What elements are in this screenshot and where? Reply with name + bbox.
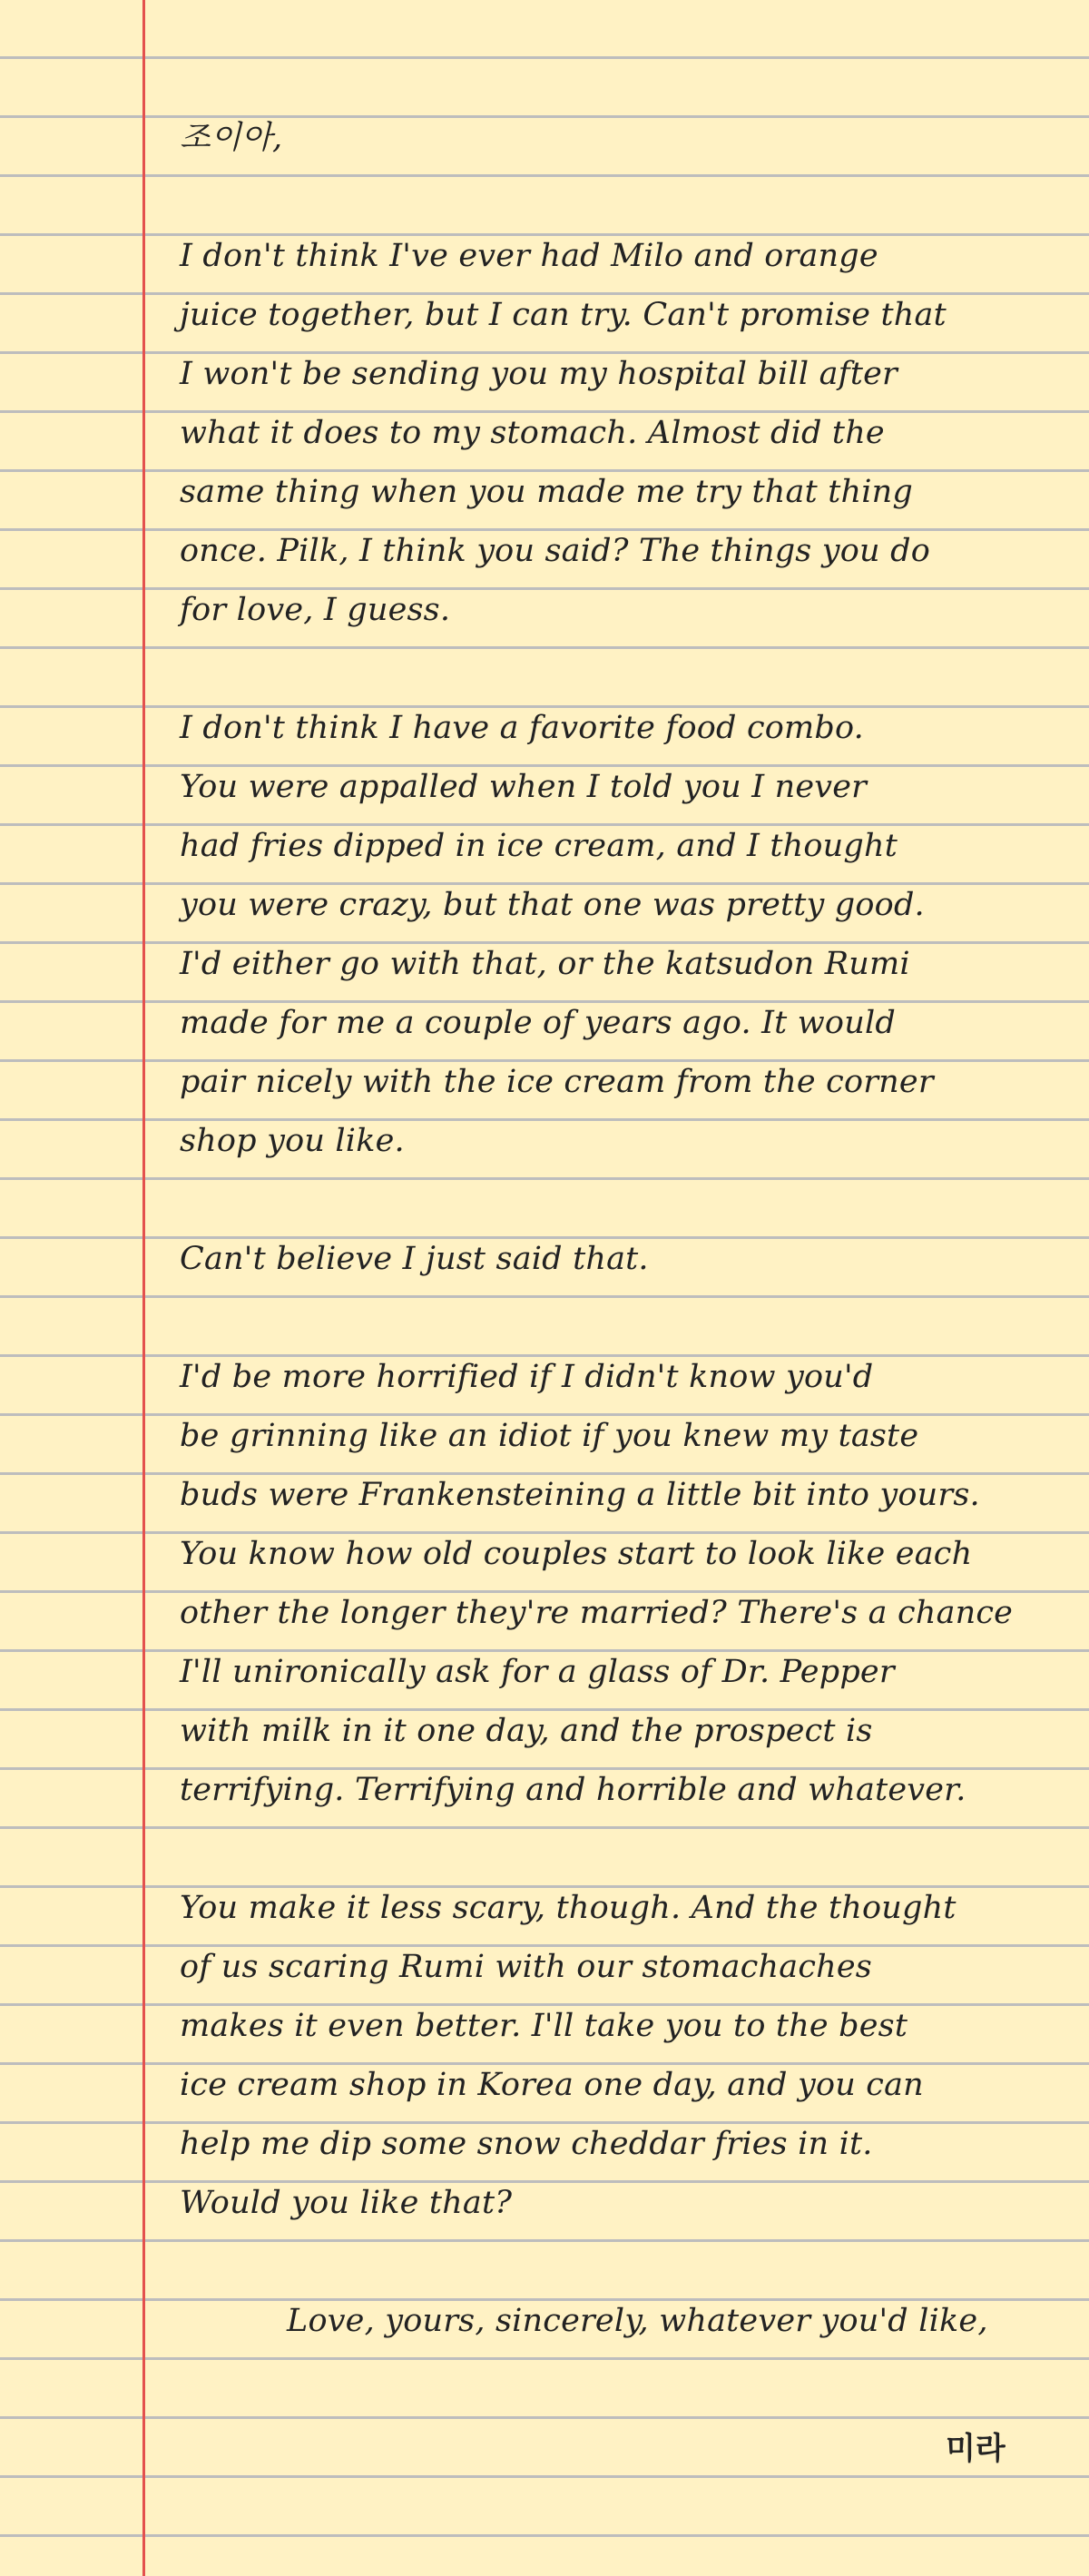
paragraph bbox=[180, 227, 1024, 640]
text-line: Would you like that? bbox=[180, 2185, 513, 2221]
text-line: once. Pilk, I think you said? The things you do bbox=[180, 533, 930, 569]
text-line: Can't believe I just said that. bbox=[180, 1241, 649, 1277]
text-line: help me dip some snow cheddar fries in it. bbox=[180, 2126, 873, 2162]
text-line: shop you like. bbox=[180, 1123, 405, 1159]
text-line: you were crazy, but that one was pretty good. bbox=[180, 887, 925, 923]
text-line: same thing when you made me try that thing bbox=[180, 474, 913, 510]
text-line: with milk in it one day, and the prospect is bbox=[180, 1713, 873, 1749]
margin-line bbox=[142, 0, 145, 2576]
text-line: be grinning like an idiot if you knew my taste bbox=[180, 1418, 919, 1454]
text-line: other the longer they're married? There's a chance bbox=[180, 1595, 1014, 1631]
paragraph bbox=[180, 1348, 1024, 1820]
text-line: You make it less scary, though. And the thought bbox=[180, 1890, 957, 1926]
text-line: for love, I guess. bbox=[180, 592, 451, 628]
text-line: terrifying. Terrifying and horrible and whatever. bbox=[180, 1772, 966, 1808]
text-line: You were appalled when I told you I never bbox=[180, 769, 868, 805]
text-line: what it does to my stomach. Almost did the bbox=[180, 415, 885, 451]
letter-body bbox=[180, 109, 1024, 2351]
text-line: I won't be sending you my hospital bill after bbox=[180, 356, 898, 392]
text-line: had fries dipped in ice cream, and I thought bbox=[180, 828, 898, 864]
text-line: ice cream shop in Korea one day, and you can bbox=[180, 2067, 924, 2103]
text-line: I'd be more horrified if I didn't know you'd bbox=[180, 1359, 874, 1395]
closing-line: Love, yours, sincerely, whatever you'd like, bbox=[287, 2303, 988, 2339]
text-line: made for me a couple of years ago. It would bbox=[180, 1005, 896, 1041]
signature: 미라 bbox=[946, 2431, 1006, 2467]
text-line: I'd either go with that, or the katsudon Rumi bbox=[180, 946, 910, 982]
text-line: I don't think I've ever had Milo and orange bbox=[180, 238, 878, 274]
paragraphs bbox=[180, 227, 1024, 2233]
text-line: buds were Frankensteining a little bit into yours. bbox=[180, 1477, 980, 1513]
text-line: juice together, but I can try. Can't promise that bbox=[180, 297, 947, 333]
salutation: 조이아, bbox=[180, 120, 283, 156]
paragraph bbox=[180, 699, 1024, 1171]
text-line: I'll unironically ask for a glass of Dr. Pepper bbox=[180, 1654, 895, 1690]
text-line: I don't think I have a favorite food combo. bbox=[180, 710, 864, 746]
paragraph bbox=[180, 1230, 1024, 1289]
text-line: pair nicely with the ice cream from the corner bbox=[180, 1064, 934, 1100]
text-line: makes it even better. I'll take you to the best bbox=[180, 2008, 908, 2044]
text-line: of us scaring Rumi with our stomachaches bbox=[180, 1949, 872, 1985]
paragraph bbox=[180, 1879, 1024, 2233]
text-line: You know how old couples start to look like each bbox=[180, 1536, 973, 1572]
